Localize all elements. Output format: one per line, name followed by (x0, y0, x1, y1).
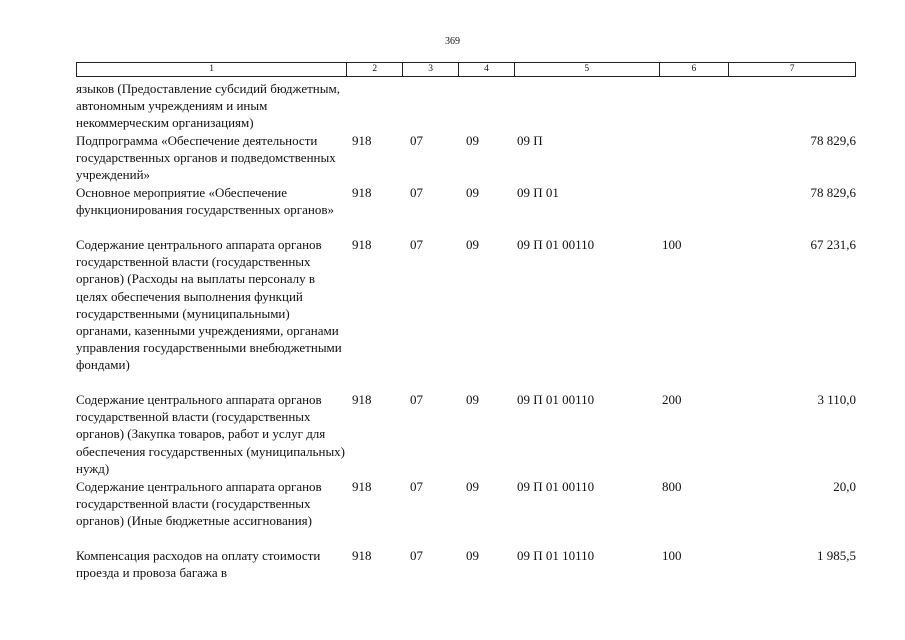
row-target-article: 09 П (517, 133, 543, 148)
header-cell-7: 7 (789, 64, 795, 74)
row-subsection: 09 (466, 548, 479, 563)
row-ministry-code: 918 (352, 548, 372, 563)
row-target-article (515, 80, 660, 132)
row-amount: 78 829,6 (810, 185, 856, 200)
row-expense-type: 200 (662, 392, 682, 407)
table-body (76, 80, 856, 583)
row-amount: 1 985,5 (817, 548, 856, 563)
row-target-article: 09 П 01 00110 (517, 237, 595, 252)
row-section: 07 (410, 133, 423, 148)
row-target-article: 09 П 01 (517, 185, 559, 200)
row-section: 07 (410, 548, 423, 563)
row-ministry-code: 918 (352, 392, 372, 407)
row-ministry-code: 918 (352, 185, 372, 200)
row-target-article: 09 П 01 10110 (517, 548, 595, 563)
header-cell-4: 4 (459, 63, 515, 76)
row-name: Компенсация расходов на оплату стоимости проезда и провоза багажа в (76, 548, 321, 581)
header-cell-3: 3 (403, 63, 459, 76)
table-row (76, 478, 856, 547)
row-section: 07 (410, 392, 423, 407)
row-amount (730, 80, 856, 132)
row-section: 07 (410, 479, 423, 494)
row-name: языков (Предоставление субсидий бюджетным, автономным учреждениям и иным некоммерческим организациям) (76, 81, 340, 131)
row-expense-type: 100 (662, 548, 682, 563)
row-subsection: 09 (466, 133, 479, 148)
row-ministry-code (347, 80, 403, 132)
row-amount: 20,0 (833, 479, 856, 494)
row-section: 07 (410, 237, 423, 252)
row-subsection: 09 (466, 185, 479, 200)
header-cell-5: 5 (515, 63, 660, 76)
row-subsection: 09 (466, 479, 479, 494)
row-ministry-code: 918 (352, 133, 372, 148)
row-section (403, 80, 459, 132)
row-amount: 78 829,6 (810, 133, 856, 148)
table-row (76, 80, 856, 132)
table-row (76, 132, 856, 184)
row-expense-type (660, 132, 730, 184)
row-target-article: 09 П 01 00110 (517, 392, 595, 407)
row-ministry-code: 918 (352, 237, 372, 252)
row-expense-type: 100 (662, 237, 682, 252)
row-subsection: 09 (466, 237, 479, 252)
table-header (76, 62, 856, 77)
row-expense-type (660, 184, 730, 236)
table-row (76, 547, 856, 583)
page-number: 369 (445, 36, 460, 47)
row-expense-type (660, 80, 730, 132)
row-expense-type: 800 (662, 479, 682, 494)
table-row (76, 236, 856, 391)
row-amount: 3 110,0 (817, 392, 856, 407)
table-row (76, 391, 856, 478)
row-name: Содержание центрального аппарата органов государственной власти (государственных органов) (Закупка товаров, работ и услуг для обеспечения государственных (муниципальных) нужд) (76, 392, 346, 476)
row-section: 07 (410, 185, 423, 200)
row-name: Содержание центрального аппарата органов государственной власти (государственных органов) (Расходы на выплаты персоналу в целях обеспечения выполнения функций государственными (муниципальными) органами, казенными учреждениями, органами управления государственными внебюджетными фондами) (76, 237, 342, 373)
table-row (76, 184, 856, 236)
row-name: Подпрограмма «Обеспечение деятельности государственных органов и подведомственных учреждений» (76, 133, 336, 183)
row-name: Основное мероприятие «Обеспечение функционирования государственных органов» (76, 185, 334, 218)
row-name: Содержание центрального аппарата органов государственной власти (государственных органов) (Иные бюджетные ассигнования) (76, 479, 322, 529)
row-amount: 67 231,6 (810, 237, 856, 252)
row-ministry-code: 918 (352, 479, 372, 494)
row-subsection: 09 (466, 392, 479, 407)
row-subsection (459, 80, 515, 132)
header-cell-2: 2 (347, 63, 403, 76)
header-cell-6: 6 (660, 63, 730, 76)
header-cell-1: 1 (77, 63, 347, 76)
row-target-article: 09 П 01 00110 (517, 479, 595, 494)
